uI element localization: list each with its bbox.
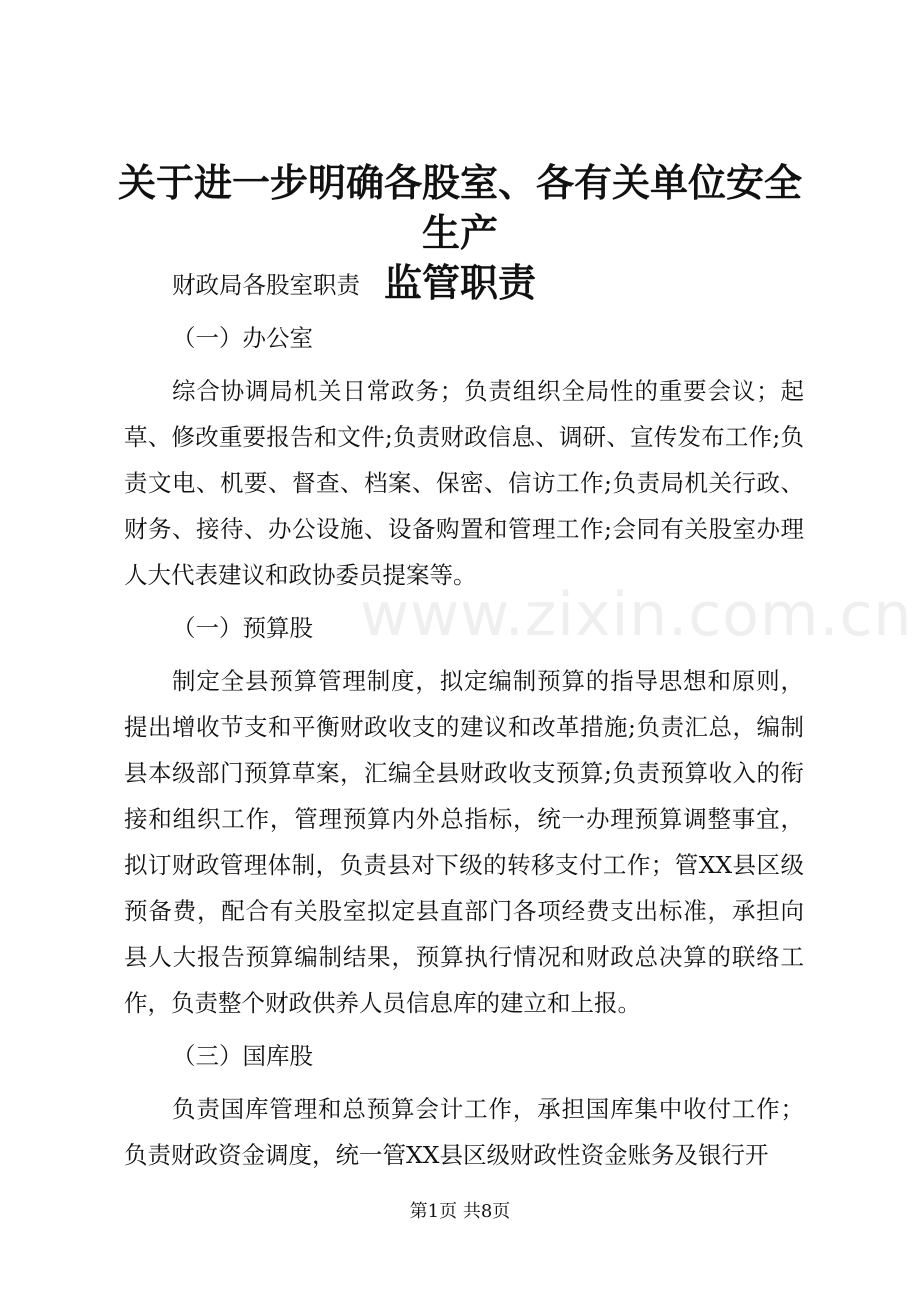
section-subheading-budget: （一）预算股 <box>172 614 313 642</box>
section-subheading-office: （一）办公室 <box>172 324 313 352</box>
section-heading: 财政局各股室职责 <box>172 271 360 299</box>
watermark: www.zixin.com.cn <box>360 580 913 650</box>
paragraph-treasury-duties: 负责国库管理和总预算会计工作，承担国库集中收付工作；负责财政资金调度，统一管XX县区级财政性资金账务及银行开 <box>124 1095 804 1169</box>
page-footer: 第1页 共8页 <box>409 1201 511 1222</box>
document-body <box>124 262 804 1178</box>
title-line-2: 监管职责 <box>383 261 536 305</box>
paragraph-budget-duties: 制定全县预算管理制度，拟定编制预算的指导思想和原则，提出增收节支和平衡财政收支的建议和改革措施;负责汇总，编制县本级部门预算草案，汇编全县财政收支预算;负责预算收入的衔接和组织工作，管理预算内外总指标，统一办理预算调整事宜，拟订财政管理体制，负责县对下级的转移支付工作；管XX县区级预备费，配合有关股室拟定县直部门各项经费支出标准，承担向县人大报告预算编制结果，预算执行情况和财政总决算的联络工作，负责整个财政供养人员信息库的建立和上报。 <box>124 667 804 1017</box>
paragraph-office-duties: 综合协调局机关日常政务；负责组织全局性的重要会议；起草、修改重要报告和文件;负责财政信息、调研、宣传发布工作;负责文电、机要、督查、档案、保密、信访工作;负责局机关行政、财务、接待、办公设施、设备购置和管理工作;会同有关股室办理人大代表建议和政协委员提案等。 <box>124 377 804 589</box>
section-subheading-treasury: （三）国库股 <box>172 1042 313 1070</box>
title-line-1: 关于进一步明确各股室、各有关单位安全生产 <box>117 161 802 255</box>
